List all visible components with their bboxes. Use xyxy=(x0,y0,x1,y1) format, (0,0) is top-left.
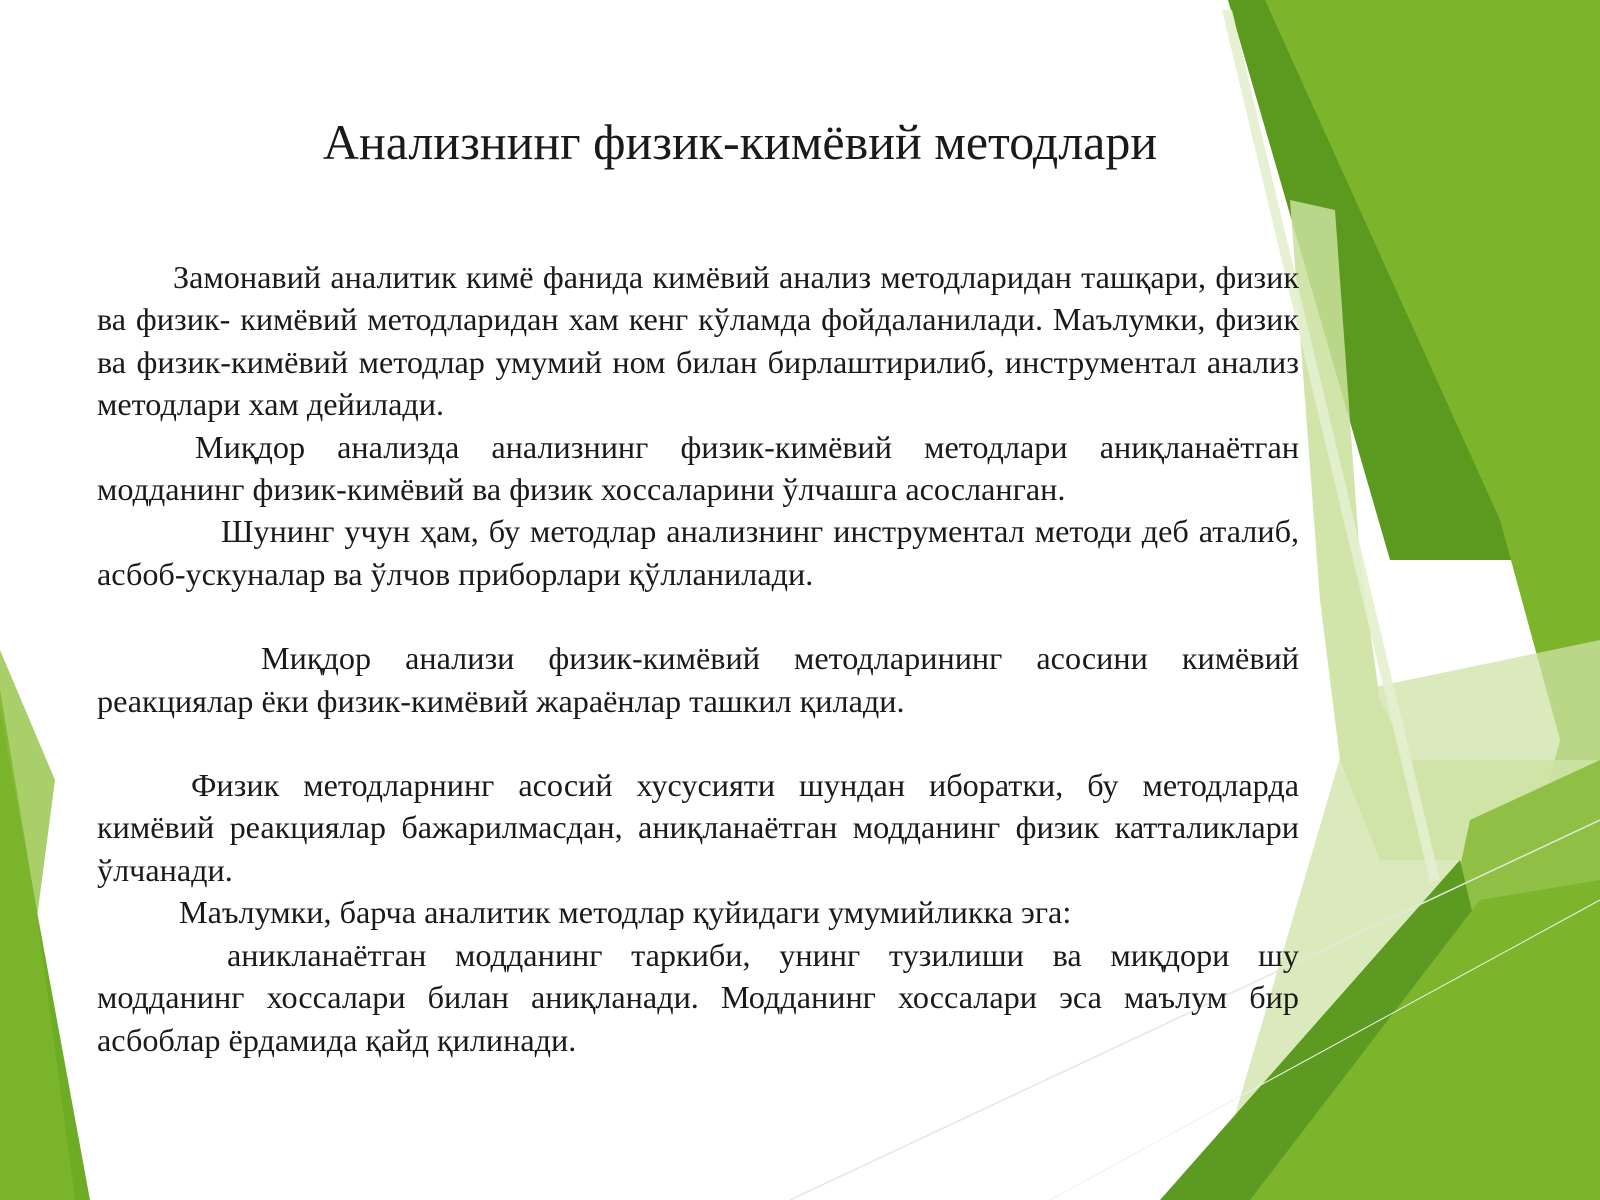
paragraph: Замонавий аналитик кимё фанида кимёвий анализ методларидан ташқари, физик ва физик- кимёвий методларидан хам кенг кўламда фойдаланилади. Маълумки, физик ва физик-кимёвий методлар умумий ном билан бирлаштирилиб, инструментал анализ методлари хам дейилади. xyxy=(97,259,1299,423)
paragraph-spacer xyxy=(97,722,1299,764)
paragraph: Миқдор анализда анализнинг физик-кимёвий методлари аниқланаётган модданинг физик-кимёвий ва физик хоссаларини ўлчашга асосланган. xyxy=(97,428,1299,508)
slide-title: Анализнинг физик-кимёвий методлари xyxy=(322,114,1158,170)
paragraph: Шунинг учун ҳам, бу методлар анализнинг инструментал методи деб аталиб, асбоб-ускуналар ва ўлчов приборлари қўлланилади. xyxy=(97,513,1299,592)
paragraph: аникланаётган модданинг таркиби, унинг тузилиши ва миқдори шу модданинг хоссалари билан аниқланади. Модданинг хоссалари эса маълум бир асбоблар ёрдамида қайд қилинади. xyxy=(97,936,1299,1058)
slide-body xyxy=(97,256,1299,1061)
paragraph: Миқдор анализи физик-кимёвий методларининг асосини кимёвий реакциялар ёки физик-кимёвий жараёнлар ташкил қилади. xyxy=(97,640,1299,719)
paragraph: Физик методларнинг асосий хусусияти шундан иборатки, бу методларда кимёвий реакциялар бажарилмасдан, аниқланаётган модданинг физик катталиклари ўлчанади. xyxy=(97,767,1299,888)
paragraph-spacer xyxy=(97,595,1299,637)
paragraph: Маълумки, барча аналитик методлар қуйидаги умумийликка эга: xyxy=(179,894,1072,931)
